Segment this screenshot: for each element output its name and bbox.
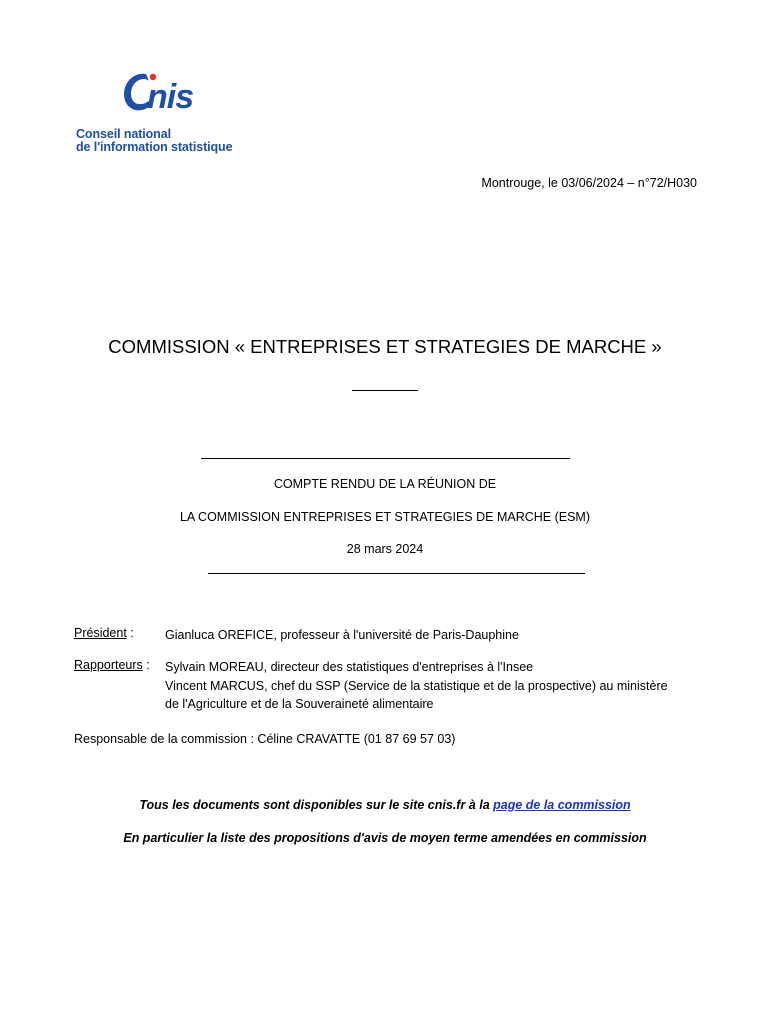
rapporteurs-label: Rapporteurs : [74,658,150,672]
title-underline [352,390,418,391]
commission-manager: Responsable de la commission : Céline CRAVATTE (01 87 69 57 03) [74,732,456,746]
rapporteur-line: de l'Agriculture et de la Souveraineté alimentaire [165,697,434,711]
report-heading-line-2: LA COMMISSION ENTREPRISES ET STRATEGIES DE MARCHE (ESM) [179,510,591,524]
president-value: Gianluca OREFICE, professeur à l'université de Paris-Dauphine [165,628,519,642]
propositions-note: En particulier la liste des propositions d'avis de moyen terme amendées en commission [123,831,647,845]
cnis-logo-mark [120,68,220,116]
svg-text:nis: nis [147,78,194,116]
rapporteurs-value [165,658,668,714]
commission-title: COMMISSION « ENTREPRISES ET STRATEGIES DE MARCHE » [108,336,662,357]
rapporteur-line: Vincent MARCUS, chef du SSP (Service de la statistique et de la prospective) au ministère [165,678,668,693]
rapporteur-line: Sylvain MOREAU, directeur des statistiques d'entreprises à l'Insee [165,660,534,674]
document-reference: Montrouge, le 03/06/2024 – n°72/H030 [481,176,697,190]
report-heading-line-1: COMPTE RENDU DE LA RÉUNION DE [273,477,497,491]
meeting-date: 28 mars 2024 [346,542,424,556]
separator-bottom [208,573,585,574]
cnis-logo [76,68,276,158]
president-label: Président : [74,626,134,640]
logo-line-1: Conseil national [76,127,171,141]
logo-line-2: de l'information statistique [76,140,233,154]
documents-note: Tous les documents sont disponibles sur le site cnis.fr à la page de la commission [139,798,631,812]
separator-top [201,458,570,459]
commission-page-link[interactable]: page de la commission [493,798,631,812]
